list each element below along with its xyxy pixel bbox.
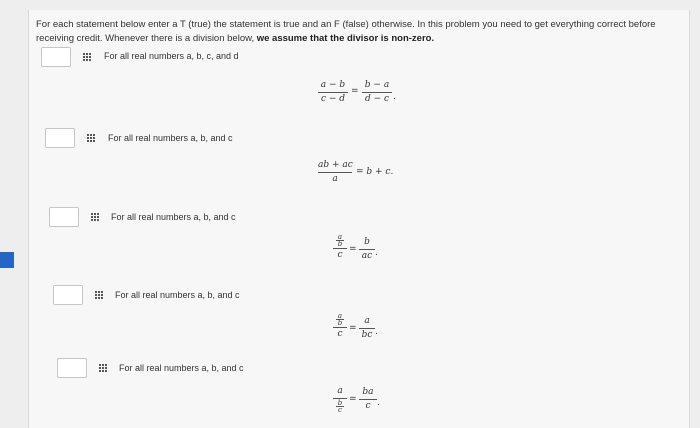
fraction-left <box>318 160 352 185</box>
instructions <box>36 18 676 46</box>
answer-input-3[interactable] <box>49 207 79 227</box>
grid-icon <box>87 134 96 141</box>
period: . <box>393 92 396 102</box>
equals-sign: = <box>349 323 357 333</box>
equals-sign: = <box>351 86 359 96</box>
question-label-2: For all real numbers a, b, and c <box>108 133 233 143</box>
denominator: ac <box>361 251 373 261</box>
inner-fraction: a b <box>337 233 343 248</box>
question-label-1: For all real numbers a, b, c, and d <box>104 51 239 61</box>
answer-input-5[interactable] <box>57 358 87 378</box>
instructions-line-2: receiving credit. Whenever there is a division below, we assume that the divisor is non-zero. <box>36 33 435 44</box>
fraction-right <box>359 237 375 262</box>
numerator: ba <box>362 387 374 397</box>
denominator: c <box>337 329 343 339</box>
grid-icon <box>91 213 100 220</box>
period: . <box>377 398 380 408</box>
answer-input-4[interactable] <box>53 285 83 305</box>
equals-sign: = <box>349 244 357 254</box>
numerator: a <box>364 316 370 326</box>
answer-dropdown-5[interactable] <box>92 358 114 376</box>
numerator: ab + ac <box>318 160 353 170</box>
answer-dropdown-3[interactable] <box>84 207 106 225</box>
denominator: a <box>332 174 338 184</box>
answer-dropdown-2[interactable] <box>80 128 102 146</box>
fraction-left <box>333 313 347 340</box>
numerator: b − a <box>364 80 390 90</box>
equals-sign: = <box>349 394 357 404</box>
answer-input-2[interactable] <box>45 128 75 148</box>
numerator: b <box>364 237 370 247</box>
question-label-4: For all real numbers a, b, and c <box>115 290 240 300</box>
fraction-left <box>318 80 348 105</box>
grid-icon <box>95 291 104 298</box>
inner-fraction: b c <box>337 399 343 414</box>
denominator: c <box>337 250 343 260</box>
side-marker <box>0 252 14 268</box>
period: . <box>375 248 378 258</box>
question-label-3: For all real numbers a, b, and c <box>111 212 236 222</box>
fraction-left <box>333 386 347 413</box>
fraction-left <box>333 234 347 261</box>
fraction-right <box>362 80 392 105</box>
answer-input-1[interactable] <box>41 47 71 67</box>
right-hand-side: = b + c. <box>356 167 394 177</box>
period: . <box>375 327 378 337</box>
instructions-line-1: For each statement below enter a T (true) the statement is true and an F (false) otherwise. In this problem you need to get everything correct before <box>36 19 656 30</box>
denominator: c <box>365 401 371 411</box>
question-label-5: For all real numbers a, b, and c <box>119 363 244 373</box>
inner-fraction: a b <box>337 312 343 327</box>
fraction-right <box>359 316 375 341</box>
denominator: bc <box>361 330 373 340</box>
fraction-right <box>359 387 377 412</box>
numerator: a − b <box>320 80 346 90</box>
answer-dropdown-1[interactable] <box>76 47 98 65</box>
grid-icon <box>99 364 108 371</box>
denominator: d − c <box>364 94 390 104</box>
divisor-note: we assume that the divisor is non-zero. <box>256 33 435 44</box>
numerator: a <box>337 386 343 396</box>
denominator: c − d <box>320 94 346 104</box>
grid-icon <box>83 53 92 60</box>
answer-dropdown-4[interactable] <box>88 285 110 303</box>
